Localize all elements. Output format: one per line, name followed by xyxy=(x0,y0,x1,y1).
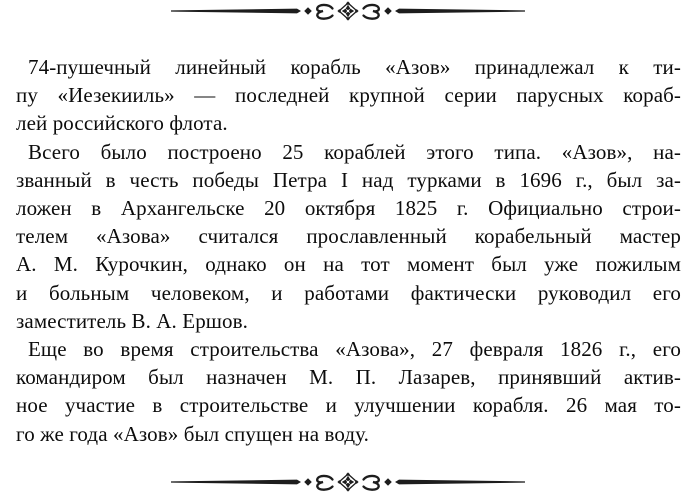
paragraph xyxy=(16,53,681,138)
text-line: ложен в Архангельске 20 октября 1825 г. Официально строи- xyxy=(16,196,681,221)
text-line: 74-пушечный линейный корабль «Азов» принадлежал к ти- xyxy=(28,55,681,79)
text-line: Всего было построено 25 кораблей этого типа. «Азов», на- xyxy=(28,139,681,164)
text-line: го же года «Азов» был спущен на воду. xyxy=(16,421,369,446)
text-line: заместитель В. А. Ершов. xyxy=(16,308,249,333)
text-line: А. М. Курочкин, однако он на тот момент был уже пожилым xyxy=(16,252,681,277)
text-line: званный в честь победы Петра I над турками в 1696 г., был за- xyxy=(16,167,681,192)
text-line: пу «Иезекииль» — последней крупной серии парусных кораб- xyxy=(16,83,681,108)
text-line: и больным человеком, и работами фактически руководил его xyxy=(16,280,681,305)
top-divider-ornament-icon xyxy=(171,0,525,22)
bottom-divider-ornament-icon xyxy=(171,471,525,493)
text-line: Еще во время строительства «Азова», 27 февраля 1826 г., его xyxy=(28,337,681,362)
text-line: телем «Азова» считался прославленный корабельный мастер xyxy=(16,224,681,249)
paragraph xyxy=(16,138,681,335)
text-line: лей российского флота. xyxy=(16,111,228,136)
paragraph xyxy=(16,335,681,448)
text-line: командиром был назначен М. П. Лазарев, принявший актив- xyxy=(16,365,681,390)
page-text xyxy=(16,53,681,448)
text-line: ное участие в строительстве и улучшении корабля. 26 мая то- xyxy=(16,393,681,418)
